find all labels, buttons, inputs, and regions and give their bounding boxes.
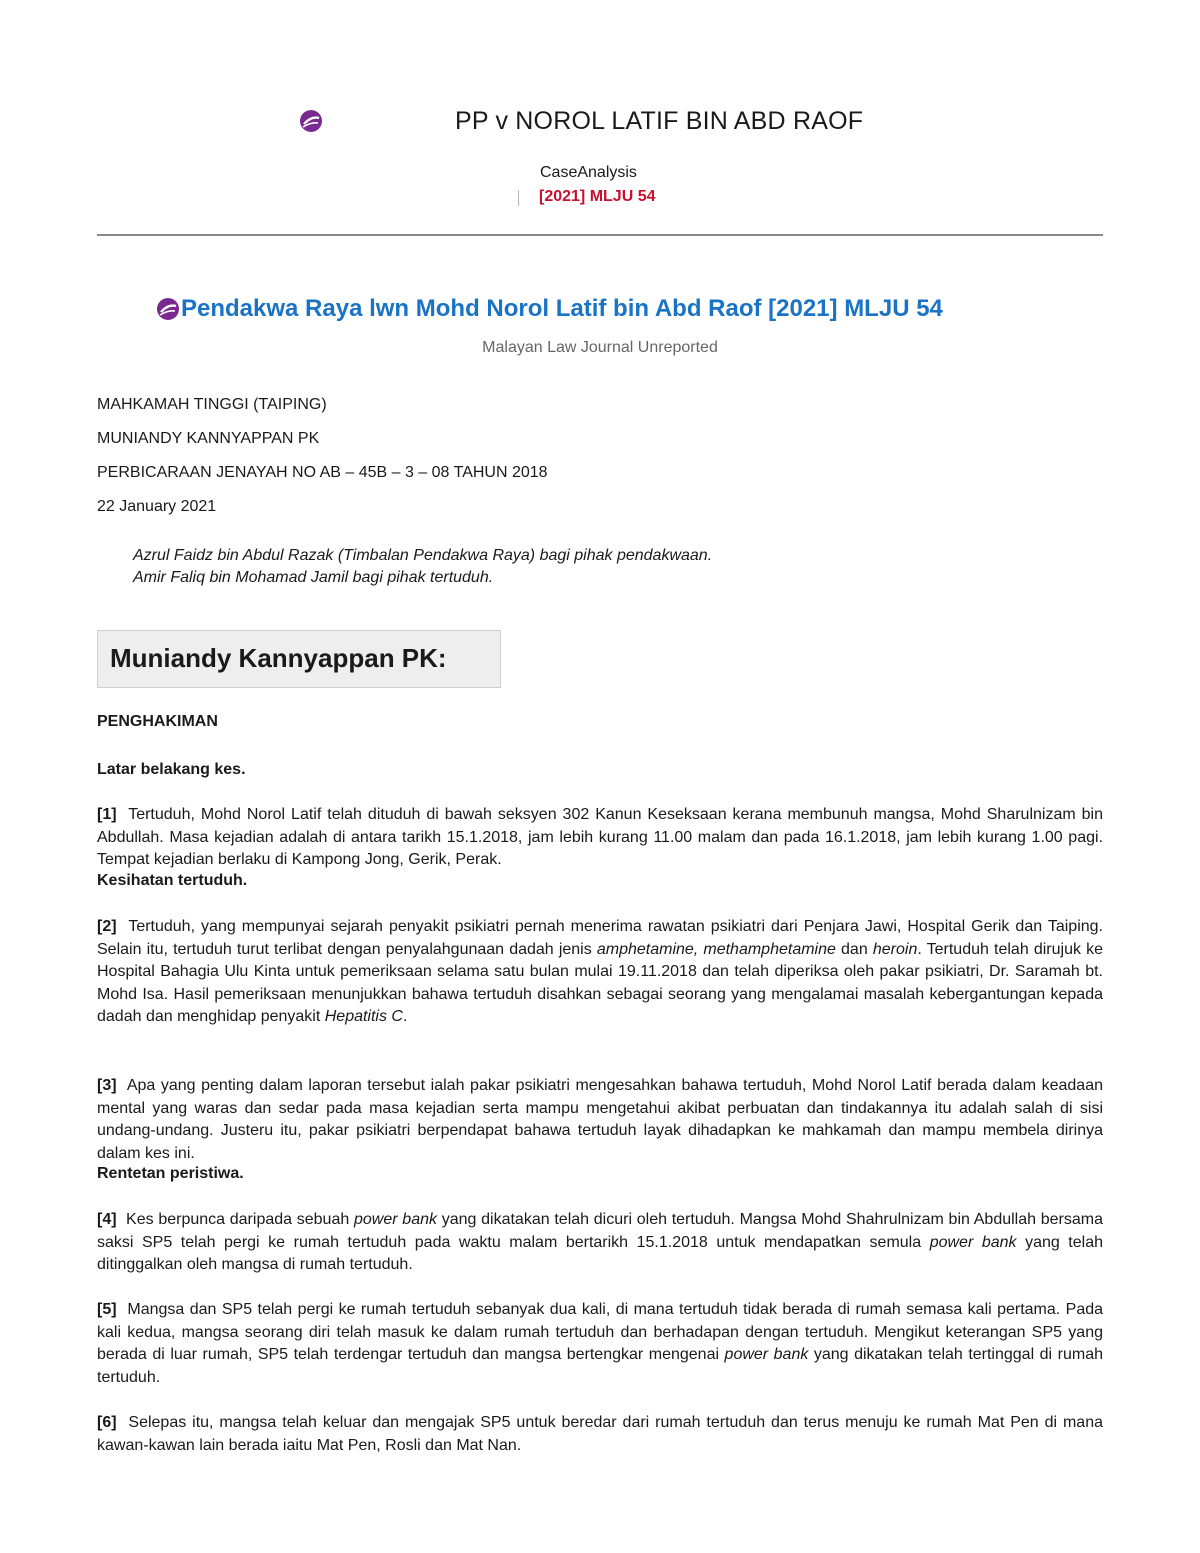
counsel-prosecution: Azrul Faidz bin Abdul Razak (Timbalan Pendakwa Raya) bagi pihak pendakwaan. bbox=[133, 547, 713, 564]
paragraph-text: Apa yang penting dalam laporan tersebut ialah pakar psikiatri mengesahkan bahawa tertuduh, Mohd Norol Latif berada dalam keadaan mental yang waras dan sedar pada masa kejadian serta mampu mengetahui akibat perbuatan dan tindakannya itu adalah salah di sisi undang-undang. Justeru itu, pakar psikiatri berpendapat bahawa tertuduh layak dihadapkan ke mahkamah dan mampu membela dirinya dalam kes ini. bbox=[97, 1077, 1104, 1162]
paragraph-text: yang telah ditinggalkan oleh mangsa di rumah tertuduh. bbox=[97, 1233, 1104, 1274]
paragraph-number: [3] bbox=[97, 1077, 117, 1094]
paragraph-number: [6] bbox=[97, 1414, 117, 1431]
paragraph-text: Selepas itu, mangsa telah keluar dan mengajak SP5 untuk beredar dari rumah tertuduh dan terus menuju ke rumah Mat Pen di mana kawan-kawan lain berada iaitu Mat Pen, Rosli dan Mat Nan. bbox=[97, 1414, 1103, 1454]
paragraph-number: [1] bbox=[97, 806, 117, 823]
paragraph-3 bbox=[97, 1075, 1103, 1165]
lexis-logo-icon bbox=[300, 110, 322, 132]
judgment-heading: PENGHAKIMAN bbox=[97, 713, 218, 730]
paragraph-2 bbox=[97, 916, 1103, 1029]
paragraph-text: . Tertuduh telah dirujuk ke Hospital Bahagia Ulu Kinta untuk pemeriksaan selama satu bulan mulai 19.11.2018 dan telah diperiksa oleh pakar psikiatri, Dr. Saramah bt. Mohd Isa. Hasil pemeriksaan menunjukkan bahawa tertuduh disahkan sebagai seorang yang mengalamai masalah kebergantungan kepada dadah dan menghidap penyakit bbox=[97, 940, 1104, 1026]
paragraph-5 bbox=[97, 1299, 1103, 1389]
paragraph-text: yang dikatakan telah tertinggal di rumah tertuduh. bbox=[97, 1346, 1103, 1386]
paragraph-4 bbox=[97, 1209, 1103, 1277]
paragraph-text: Mangsa dan SP5 telah pergi ke rumah tertuduh sebanyak dua kali, di mana tertuduh tidak berada di rumah semasa kali pertama. Pada kali kedua, mangsa seorang diri telah masuk ke dalam rumah tertuduh dan berhadapan dengan tertuduh. Mengikut keterangan SP5 yang berada di luar rumah, SP5 telah terdengar tertuduh dan mangsa bertengkar mengenai bbox=[97, 1301, 1104, 1364]
counsel-defence: Amir Faliq bin Mohamad Jamil bagi pihak tertuduh. bbox=[133, 569, 494, 586]
paragraph-text: yang dikatakan telah dicuri oleh tertuduh. Mangsa Mohd Shahrulnizam bin Abdullah bersama saksi SP5 telah pergi ke rumah tertuduh pada waktu malam bertarikh 15.1.2018 untuk mendapatkan semula bbox=[97, 1211, 1103, 1251]
case-number: PERBICARAAN JENAYAH NO AB – 45B – 3 – 08 TAHUN 2018 bbox=[97, 464, 548, 481]
italic-term: heroin bbox=[872, 940, 918, 958]
italic-term: power bank bbox=[353, 1211, 437, 1228]
judge-heading-box bbox=[97, 630, 501, 688]
section-heading: Latar belakang kes. bbox=[97, 761, 246, 778]
italic-term: Hepatitis C bbox=[324, 1008, 403, 1026]
paragraph-6 bbox=[97, 1412, 1103, 1457]
lexis-logo-icon bbox=[157, 298, 179, 320]
case-title: Pendakwa Raya lwn Mohd Norol Latif bin Abd Raof [2021] MLJU 54 bbox=[181, 295, 943, 322]
header-title: PP v NOROL LATIF BIN ABD RAOF bbox=[455, 107, 864, 135]
paragraph-number: [2] bbox=[97, 918, 117, 935]
italic-term: amphetamine, methamphetamine bbox=[596, 940, 836, 958]
paragraph-number: [4] bbox=[97, 1211, 117, 1228]
paragraph-text: Tertuduh, Mohd Norol Latif telah dituduh di bawah seksyen 302 Kanun Keseksaan kerana membunuh mangsa, Mohd Sharulnizam bin Abdullah. Masa kejadian adalah di antara tarikh 15.1.2018, jam lebih kurang 11.00 malam dan pada 16.1.2018, jam lebih kurang 1.00 pagi. Tempat kejadian berlaku di Kampong Jong, Gerik, Perak. bbox=[97, 806, 1103, 869]
paragraph-text: Kes berpunca daripada sebuah bbox=[126, 1211, 354, 1228]
paragraph-number: [5] bbox=[97, 1301, 117, 1318]
paragraph-text: Tertuduh, yang mempunyai sejarah penyakit psikiatri pernah menerima rawatan psikiatri dari Penjara Jawi, Hospital Gerik dan Taiping. Selain itu, tertuduh turut terlibat dengan penyalahgunaan dadah jenis bbox=[97, 918, 1103, 958]
section-heading: Rentetan peristiwa. bbox=[97, 1165, 244, 1182]
italic-term: power bank bbox=[929, 1233, 1017, 1251]
paragraph-1 bbox=[97, 804, 1103, 872]
header-rule bbox=[97, 234, 1103, 236]
header-divider bbox=[518, 190, 519, 206]
counsel-list bbox=[133, 545, 712, 589]
judge-heading: Muniandy Kannyappan PK: bbox=[110, 643, 447, 673]
judge-name: MUNIANDY KANNYAPPAN PK bbox=[97, 430, 320, 447]
header-subtitle: CaseAnalysis bbox=[540, 164, 637, 181]
italic-term: power bank bbox=[724, 1346, 809, 1364]
paragraph-text: . bbox=[402, 1008, 408, 1026]
court-name: MAHKAMAH TINGGI (TAIPING) bbox=[97, 396, 327, 413]
paragraph-text: dan bbox=[835, 940, 873, 958]
journal-name: Malayan Law Journal Unreported bbox=[482, 339, 718, 356]
header-citation: [2021] MLJU 54 bbox=[539, 188, 656, 205]
section-heading: Kesihatan tertuduh. bbox=[97, 872, 248, 889]
judgment-date: 22 January 2021 bbox=[97, 498, 217, 515]
